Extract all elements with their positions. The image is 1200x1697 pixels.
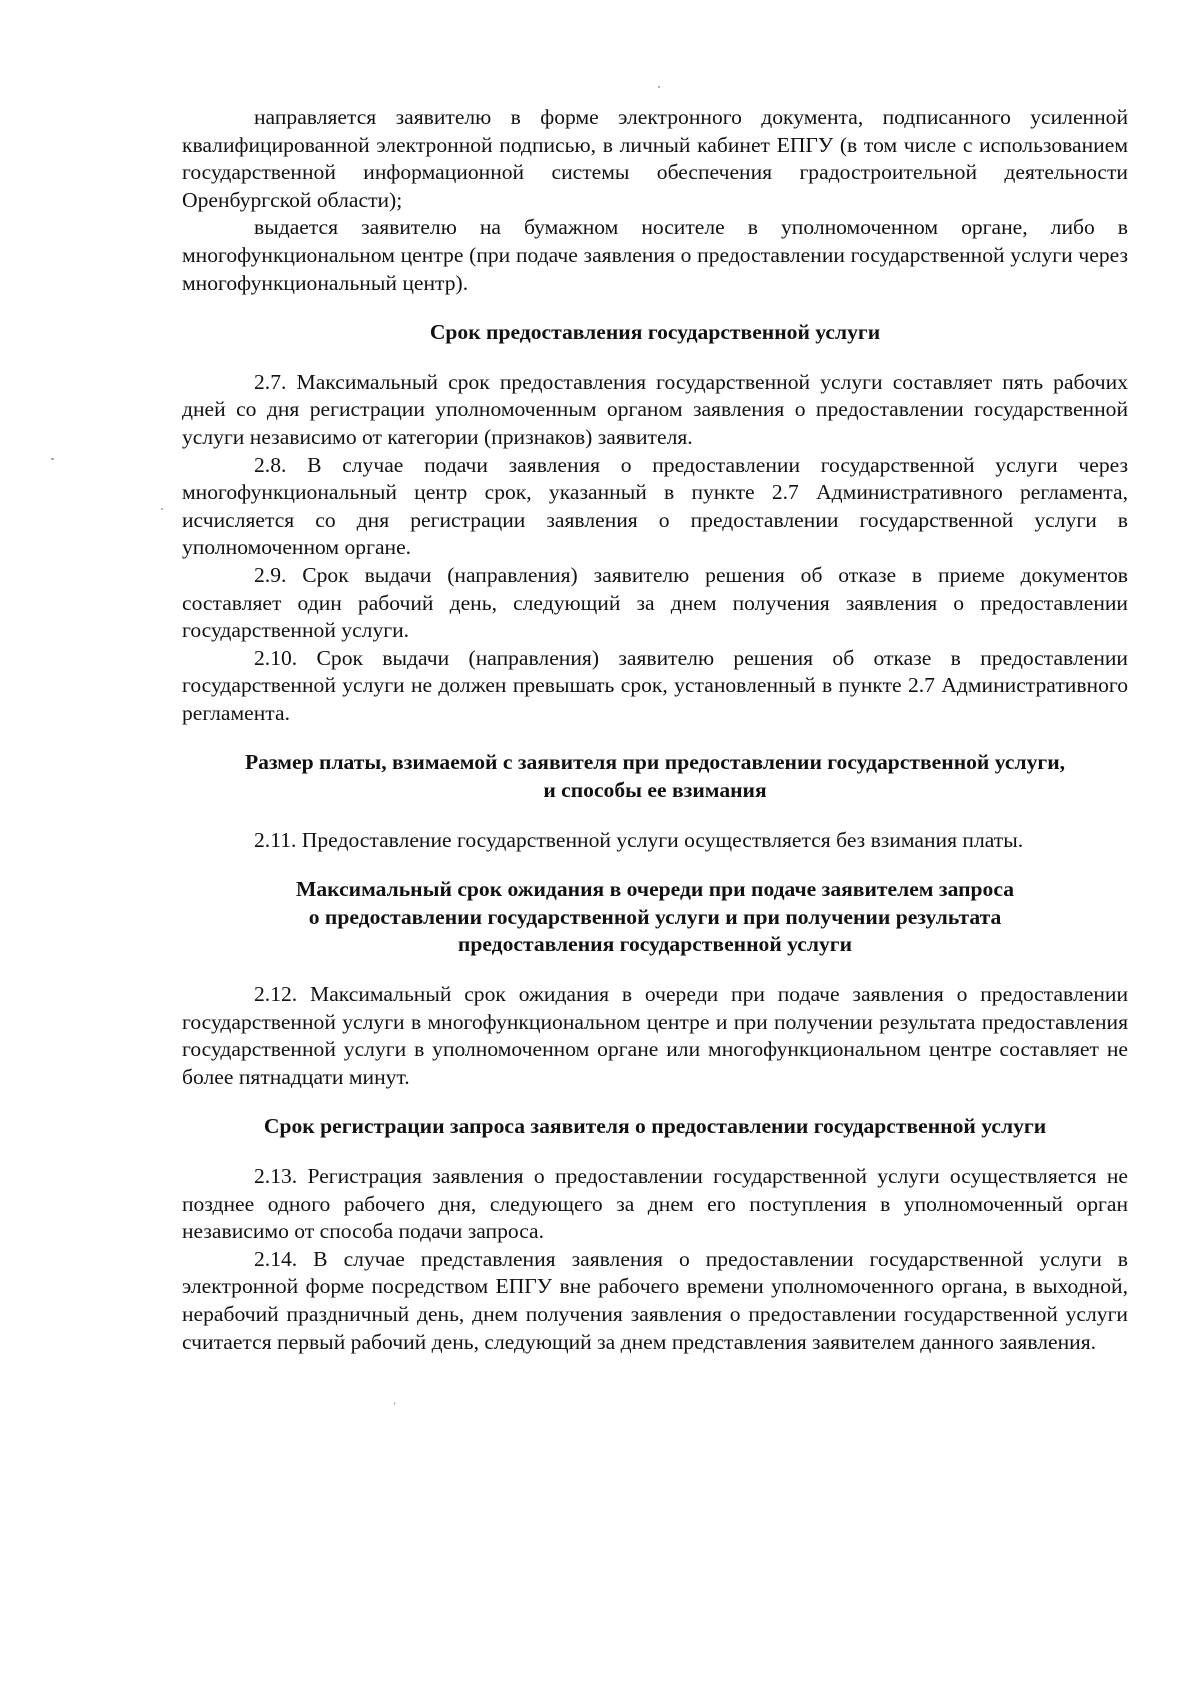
scan-speck (658, 86, 660, 88)
paragraph-2-11: 2.11. Предоставление государственной услуги осуществляется без взимания платы. (254, 827, 1024, 852)
paragraph-2-8: 2.8. В случае подачи заявления о предоставлении государственной услуги через многофункциональный центр срок, указанный в пункте 2.7 Административного регламента, исчисляется со дня регистрации заявления о предоставлении государственной услуги в уполномоченном органе. (182, 452, 1128, 560)
paragraph-2-14: 2.14. В случае представления заявления о предоставлении государственной услуги в электронной форме посредством ЕПГУ вне рабочего времени уполномоченного органа, в выходной, нерабочий праздничный день, днем получения заявления о предоставлении государственной услуги считается первый рабочий день, следующий за днем представления заявителем данного заявления. (182, 1246, 1128, 1354)
paragraph-2-7: 2.7. Максимальный срок предоставления государственной услуги составляет пять рабочих дней со дня регистрации уполномоченным органом заявления о предоставлении государственной услуги независимо от категории (признаков) заявителя. (182, 369, 1128, 449)
heading-registration: Срок регистрации запроса заявителя о предоставлении государственной услуги (263, 1114, 1047, 1139)
scan-speck (161, 508, 163, 510)
paragraph-paper-delivery: выдается заявителю на бумажном носителе в уполномоченном органе, либо в многофункциональном центре (при подаче заявления о предоставлении государственной услуги через многофункциональный центр). (182, 215, 1128, 295)
paragraph-2-12: 2.12. Максимальный срок ожидания в очереди при подаче заявления о предоставлении государственной услуги в многофункциональном центре и при получении результата предоставления государственной услуги в уполномоченном органе или многофункциональном центре составляет не более пятнадцати минут. (182, 982, 1128, 1089)
heading-service-term: Срок предоставления государственной услуги (429, 320, 881, 345)
heading-fee-line-2: и способы ее взимания (543, 778, 767, 803)
document-page (182, 104, 1128, 1356)
heading-queue-line-2: о предоставлении государственной услуги и при получении результата (308, 904, 1002, 929)
heading-fee (182, 749, 1128, 804)
paragraph-2-10: 2.10. Срок выдачи (направления) заявителю решения об отказе в предоставлении государственной услуги не должен превышать срок, установленный в пункте 2.7 Административного регламента. (182, 645, 1128, 725)
heading-queue-line-1: Максимальный срок ожидания в очереди при подаче заявителем запроса (295, 877, 1014, 902)
paragraph-electronic-delivery: направляется заявителю в форме электронного документа, подписанного усиленной квалифицированной электронной подписью, в личный кабинет ЕПГУ (в том числе с использованием государственной информационной системы обеспечения градостроительной деятельности Оренбургской области); (182, 105, 1128, 212)
heading-queue (182, 876, 1128, 959)
paragraph-2-13: 2.13. Регистрация заявления о предоставлении государственной услуги осуществляется не позднее одного рабочего дня, следующего за днем его поступления в уполномоченный орган независимо от способа подачи запроса. (182, 1164, 1128, 1244)
heading-queue-line-3: предоставления государственной услуги (457, 932, 853, 957)
scan-speck (51, 458, 54, 460)
scan-speck (394, 1402, 395, 1405)
paragraph-2-9: 2.9. Срок выдачи (направления) заявителю решения об отказе в приеме документов составляет один рабочий день, следующий за днем получения заявления о предоставлении государственной услуги. (182, 562, 1128, 643)
heading-fee-line-1: Размер платы, взимаемой с заявителя при предоставлении государственной услуги, (244, 750, 1066, 775)
